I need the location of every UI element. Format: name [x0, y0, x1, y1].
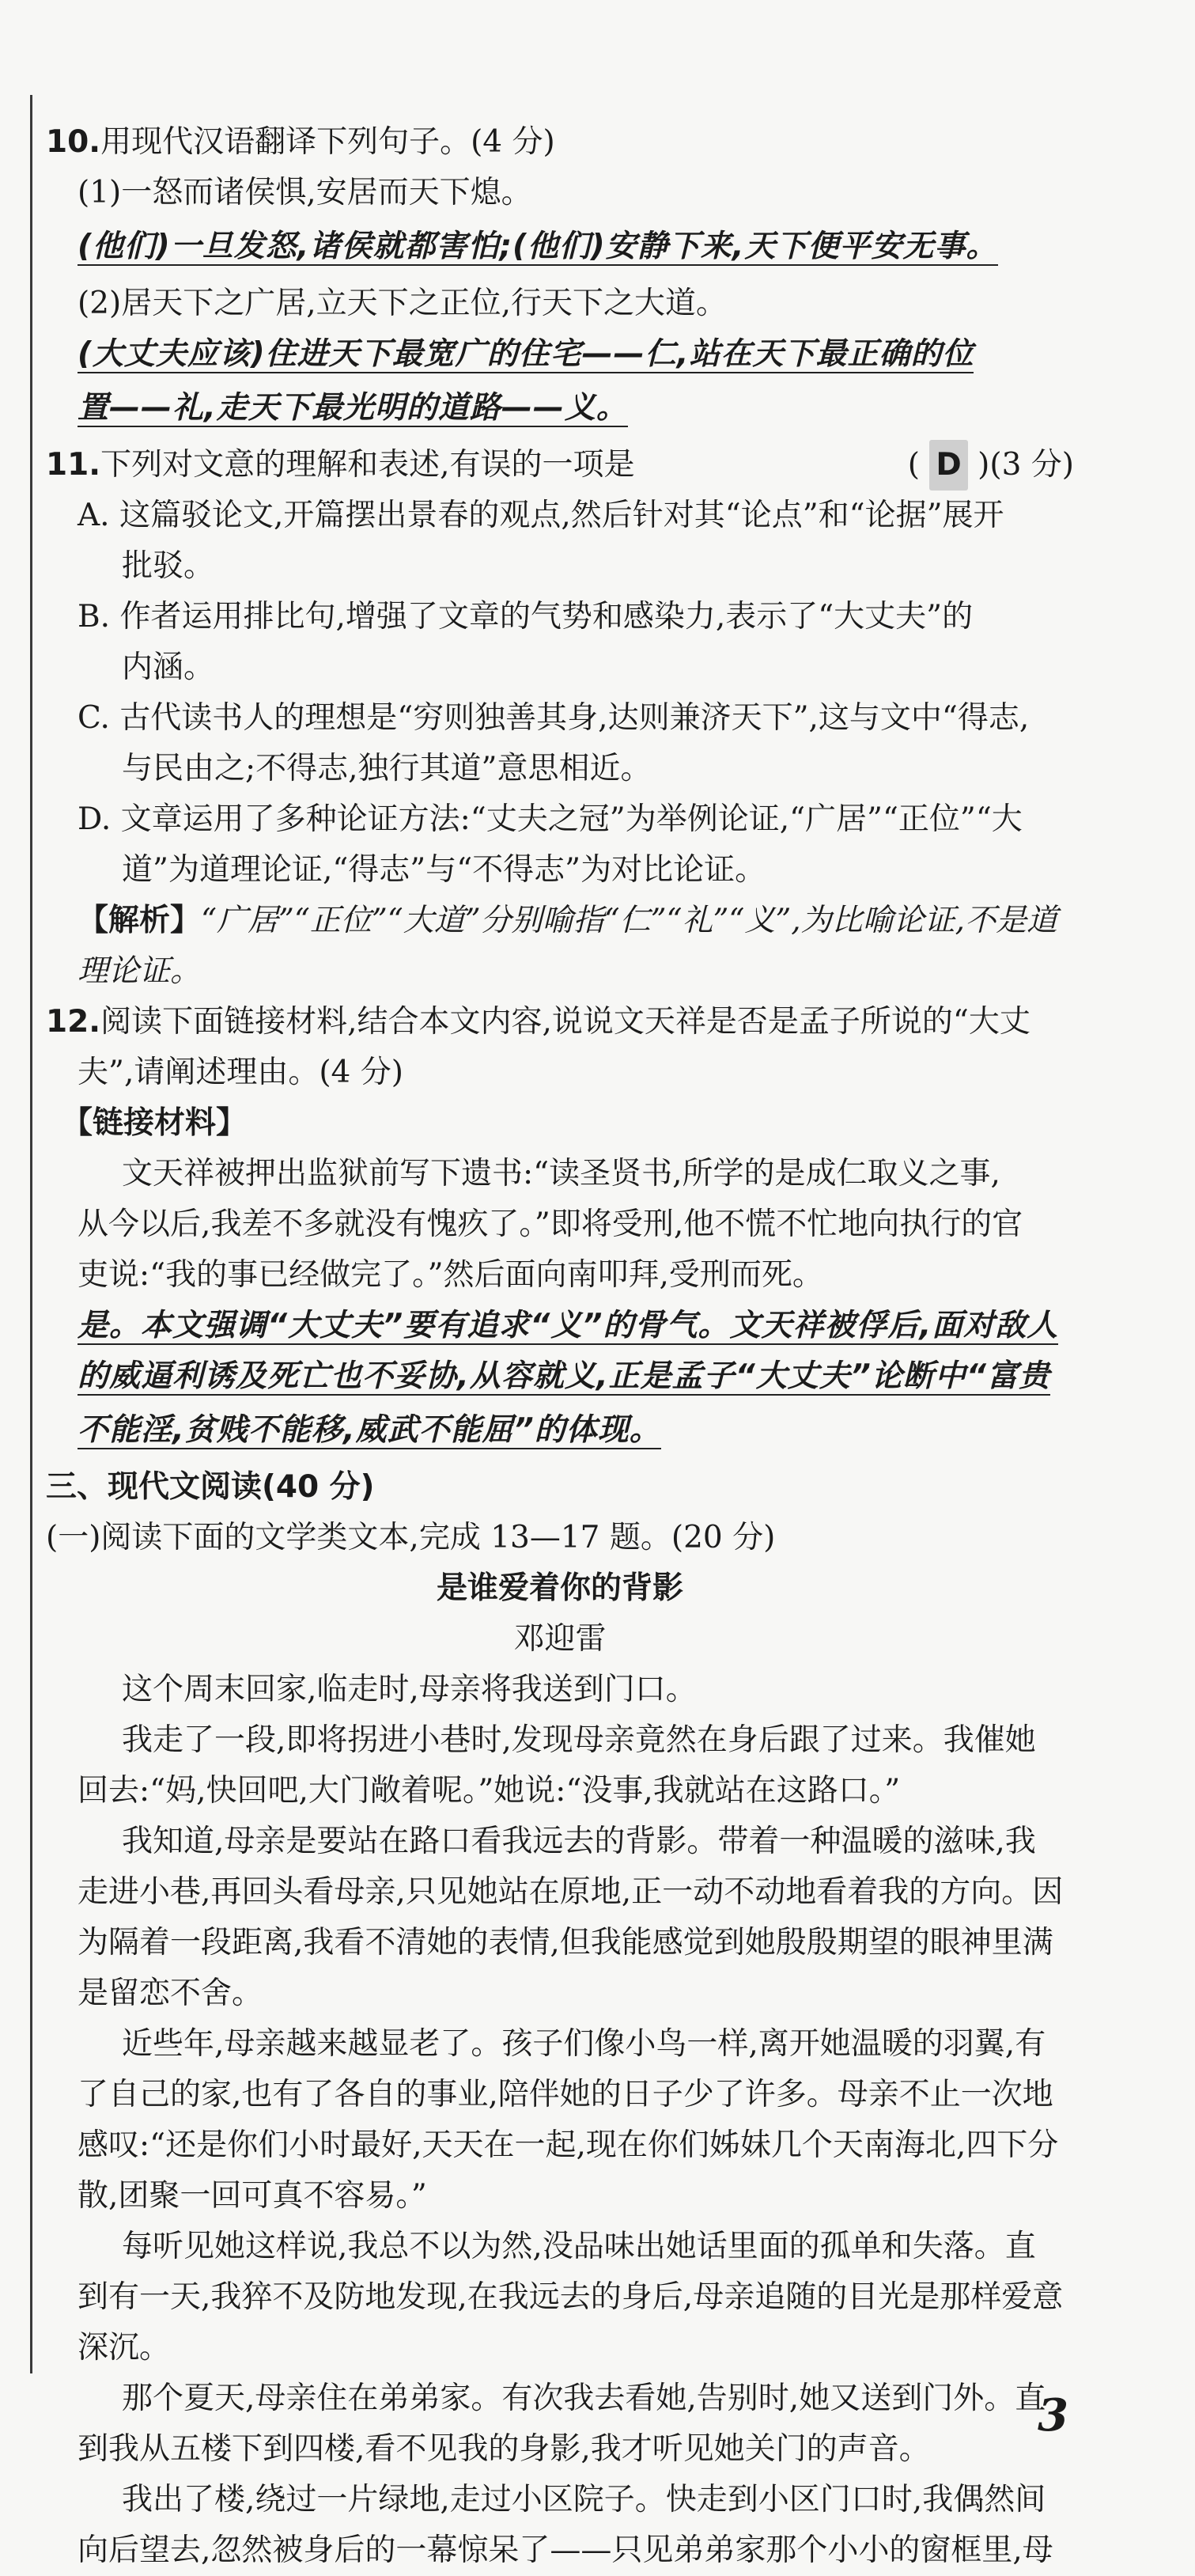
q12-answer-line-2: 的威逼利诱及死亡也不妥协,从容就义,正是孟子“大丈夫”论断中“富贵: [78, 1358, 1050, 1394]
story-paragraph-cont: 向后望去,忽然被身后的一幕惊呆了——只见弟弟家那个小小的窗框里,母: [78, 2532, 1053, 2568]
story-paragraph-cont: 回去:“妈,快回吧,大门敞着呢。”她说:“没事,我就站在这路口。”: [78, 1773, 901, 1809]
q10-title: 10.用现代汉语翻译下列句子。(4 分): [46, 124, 555, 160]
q11-analysis-cont: 理论证。: [78, 953, 202, 989]
story-paragraph-cont: 感叹:“还是你们小时最好,天天在一起,现在你们姊妹几个天南海北,四下分: [78, 2127, 1059, 2163]
analysis-tag: 【解析】: [78, 903, 202, 938]
q10-sentence-1: (1)一怒而诸侯惧,安居而天下熄。: [78, 175, 532, 210]
story-paragraph: 我走了一段,即将拐进小巷时,发现母亲竟然在身后跟了过来。我催她: [122, 1722, 1036, 1758]
q10-answer-2-line-1: (大丈夫应该)住进天下最宽广的住宅——仁,站在天下最正确的位: [78, 336, 974, 372]
story-paragraph: 我出了楼,绕过一片绿地,走过小区院子。快走到小区门口时,我偶然间: [122, 2482, 1046, 2517]
story-paragraph: 那个夏天,母亲住在弟弟家。有次我去看她,告别时,她又送到门外。直: [122, 2381, 1046, 2416]
left-margin-rule: [30, 95, 32, 2373]
story-paragraph: 我知道,母亲是要站在路口看我远去的背影。带着一种温暖的滋味,我: [122, 1824, 1036, 1859]
q12-answer-line-1: 是。本文强调“大丈夫”要有追求“义”的骨气。文天祥被俘后,面对敌人: [78, 1308, 1059, 1343]
q11-answer-letter: D: [929, 440, 967, 491]
story-paragraph: 每听见她这样说,我总不以为然,没品味出她话里面的孤单和失落。直: [122, 2229, 1036, 2264]
story-paragraph: 这个周末回家,临走时,母亲将我送到门口。: [122, 1672, 697, 1707]
q11-option-d-cont: 道”为道理论证,“得志”与“不得志”为对比论证。: [122, 852, 766, 888]
story-paragraph-cont: 为隔着一段距离,我看不清她的表情,但我能感觉到她殷殷期望的眼神里满: [78, 1925, 1053, 1960]
q11-option-c: C. 古代读书人的理想是“穷则独善其身,达则兼济天下”,这与文中“得志,: [78, 700, 1030, 736]
q10-answer-2-line-2: 置——礼,走天下最光明的道路——义。: [78, 390, 628, 426]
q11-option-d: D. 文章运用了多种论证方法:“丈夫之冠”为举例论证,“广居”“正位”“大: [78, 801, 1023, 837]
q12-title-cont: 夫”,请阐述理由。(4 分): [78, 1055, 403, 1090]
q11-analysis: 【解析】“广居”“正位”“大道”分别喻指“仁”“礼”“义”,为比喻论证,不是道: [46, 896, 1074, 946]
q10-answer-1: (他们)一旦发怒,诸侯就都害怕;(他们)安静下来,天下便平安无事。: [78, 229, 998, 264]
section-3-subheading: (一)阅读下面的文学类文本,完成 13—17 题。(20 分): [46, 1520, 776, 1555]
section-3-heading: 三、现代文阅读(40 分): [46, 1469, 375, 1505]
page-number: 3: [1038, 2389, 1068, 2442]
story-paragraph-cont: 散,团聚一回可真不容易。”: [78, 2178, 427, 2214]
story-paragraph-cont: 到有一天,我猝不及防地发现,在我远去的身后,母亲追随的目光是那样爱意: [78, 2279, 1064, 2315]
q11-option-b: B. 作者运用排比句,增强了文章的气势和感染力,表示了“大丈夫”的: [78, 599, 974, 635]
link-material-line-2: 从今以后,我差不多就没有愧疚了。”即将受刑,他不慌不忙地向执行的官: [78, 1207, 1023, 1242]
q11-title: 11.下列对文意的理解和表述,有误的一项是 ( D )(3 分): [46, 440, 1074, 491]
q11-answer-bracket: ( D )(3 分): [908, 440, 1074, 491]
story-paragraph-cont: 走进小巷,再回头看母亲,只见她站在原地,正一动不动地看着我的方向。因: [78, 1874, 1064, 1910]
story-paragraph: 近些年,母亲越来越显老了。孩子们像小鸟一样,离开她温暖的羽翼,有: [122, 2026, 1046, 2062]
story-author: 邓迎雷: [513, 1621, 607, 1657]
q11-option-a-cont: 批驳。: [122, 548, 215, 584]
link-material-heading: 【链接材料】: [62, 1105, 248, 1141]
q11-option-b-cont: 内涵。: [122, 650, 215, 685]
link-material-line-3: 吏说:“我的事已经做完了。”然后面向南叩拜,受刑而死。: [78, 1257, 823, 1293]
story-title: 是谁爱着你的背影: [436, 1570, 683, 1606]
q12-answer-line-3: 不能淫,贫贱不能移,威武不能屈”的体现。: [78, 1412, 661, 1448]
q11-option-c-cont: 与民由之;不得志,独行其道”意思相近。: [122, 751, 652, 786]
story-paragraph-cont: 深沉。: [78, 2330, 171, 2366]
story-paragraph-cont: 到我从五楼下到四楼,看不见我的身影,我才听见她关门的声音。: [78, 2431, 930, 2467]
story-paragraph-cont: 是留恋不舍。: [78, 1976, 263, 2011]
q10-sentence-2: (2)居天下之广居,立天下之正位,行天下之大道。: [78, 286, 728, 321]
q11-option-a: A. 这篇驳论文,开篇摆出景春的观点,然后针对其“论点”和“论据”展开: [78, 498, 1004, 533]
link-material-line-1: 文天祥被押出监狱前写下遗书:“读圣贤书,所学的是成仁取义之事,: [122, 1156, 1000, 1191]
content: [46, 117, 1074, 2576]
q12-title: 12.阅读下面链接材料,结合本文内容,说说文天祥是否是孟子所说的“大丈: [46, 1004, 1030, 1040]
story-paragraph-cont: 了自己的家,也有了各自的事业,陪伴她的日子少了许多。母亲不止一次地: [78, 2077, 1053, 2112]
